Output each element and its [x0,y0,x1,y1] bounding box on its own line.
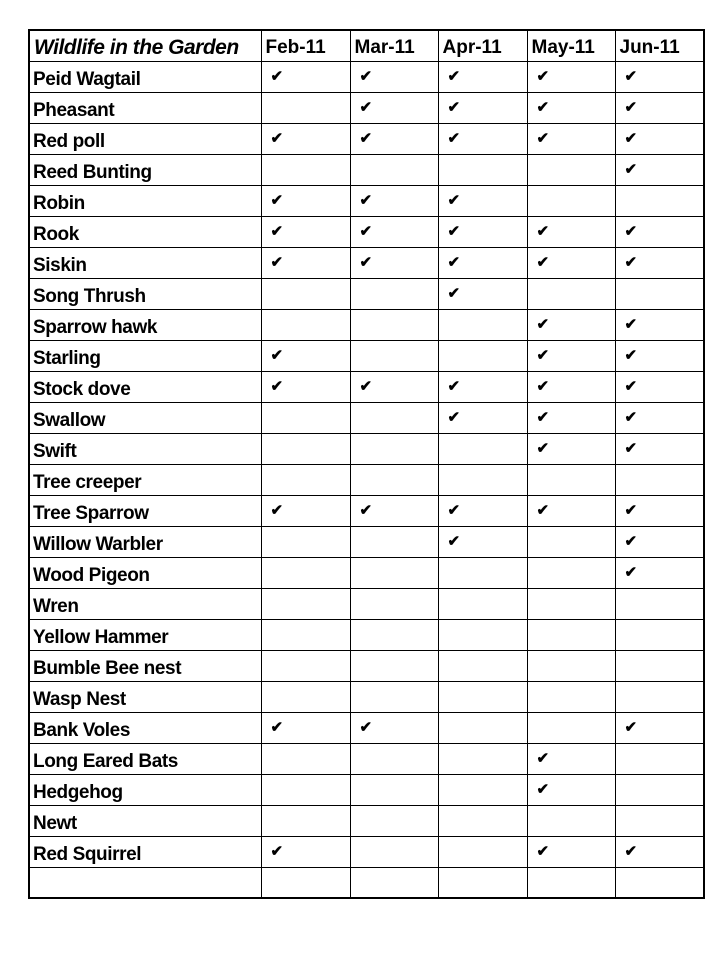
empty-cell [438,743,527,774]
empty-cell [261,681,350,712]
table-row [29,61,704,92]
empty-cell [438,867,527,898]
check-icon: ✔ [438,61,527,92]
species-name: Wasp Nest [29,681,261,712]
empty-cell [350,340,438,371]
empty-cell [261,402,350,433]
species-name: Stock dove [29,371,261,402]
species-name: Hedgehog [29,774,261,805]
check-icon: ✔ [615,495,704,526]
check-icon: ✔ [615,433,704,464]
empty-cell [527,805,615,836]
empty-cell [438,309,527,340]
species-name [29,867,261,898]
check-icon: ✔ [527,123,615,154]
table-row [29,743,704,774]
species-name: Pheasant [29,92,261,123]
table-row [29,123,704,154]
empty-cell [438,650,527,681]
check-icon: ✔ [527,216,615,247]
table-row [29,92,704,123]
check-icon: ✔ [527,495,615,526]
check-icon: ✔ [615,247,704,278]
table-row [29,216,704,247]
check-icon: ✔ [527,371,615,402]
species-name: Peid Wagtail [29,61,261,92]
check-icon: ✔ [261,247,350,278]
empty-cell [350,867,438,898]
check-icon: ✔ [527,340,615,371]
species-name: Swallow [29,402,261,433]
check-icon: ✔ [527,433,615,464]
check-icon: ✔ [615,712,704,743]
check-icon: ✔ [615,836,704,867]
empty-cell [615,185,704,216]
empty-cell [615,867,704,898]
empty-cell [261,92,350,123]
empty-cell [261,588,350,619]
check-icon: ✔ [350,61,438,92]
check-icon: ✔ [615,402,704,433]
table-row [29,340,704,371]
empty-cell [527,526,615,557]
table-row [29,247,704,278]
species-name: Wren [29,588,261,619]
empty-cell [261,526,350,557]
empty-cell [350,588,438,619]
check-icon: ✔ [615,154,704,185]
table-row [29,774,704,805]
check-icon: ✔ [350,495,438,526]
table-row [29,185,704,216]
empty-cell [350,526,438,557]
empty-cell [438,774,527,805]
table-row [29,154,704,185]
empty-cell [615,464,704,495]
empty-cell [438,836,527,867]
empty-cell [438,340,527,371]
check-icon: ✔ [438,247,527,278]
table-row [29,681,704,712]
check-icon: ✔ [615,526,704,557]
check-icon: ✔ [438,495,527,526]
empty-cell [350,464,438,495]
empty-cell [438,805,527,836]
check-icon: ✔ [438,123,527,154]
empty-cell [261,619,350,650]
check-icon: ✔ [615,309,704,340]
check-icon: ✔ [261,185,350,216]
check-icon: ✔ [350,371,438,402]
check-icon: ✔ [615,123,704,154]
check-icon: ✔ [350,123,438,154]
check-icon: ✔ [615,61,704,92]
check-icon: ✔ [350,247,438,278]
species-name: Rook [29,216,261,247]
check-icon: ✔ [261,371,350,402]
table-row [29,650,704,681]
table-row [29,371,704,402]
empty-cell [615,278,704,309]
empty-cell [261,867,350,898]
empty-cell [527,867,615,898]
table-row [29,526,704,557]
check-icon: ✔ [527,92,615,123]
empty-cell [527,681,615,712]
empty-cell [438,433,527,464]
column-header: Mar-11 [350,30,438,61]
check-icon: ✔ [438,185,527,216]
table-title: Wildlife in the Garden [29,30,261,61]
empty-cell [438,681,527,712]
species-name: Song Thrush [29,278,261,309]
empty-cell [350,836,438,867]
check-icon: ✔ [527,309,615,340]
empty-cell [527,185,615,216]
check-icon: ✔ [261,836,350,867]
species-name: Long Eared Bats [29,743,261,774]
empty-cell [261,154,350,185]
empty-cell [350,805,438,836]
check-icon: ✔ [527,836,615,867]
empty-cell [527,619,615,650]
check-icon: ✔ [615,557,704,588]
table-row [29,464,704,495]
empty-cell [350,619,438,650]
check-icon: ✔ [438,216,527,247]
empty-cell [527,712,615,743]
table-row [29,309,704,340]
empty-cell [527,464,615,495]
species-name: Yellow Hammer [29,619,261,650]
empty-cell [615,743,704,774]
species-name: Starling [29,340,261,371]
empty-cell [438,557,527,588]
column-header: May-11 [527,30,615,61]
empty-cell [527,278,615,309]
empty-cell [615,805,704,836]
empty-cell [615,650,704,681]
check-icon: ✔ [350,216,438,247]
empty-cell [527,557,615,588]
check-icon: ✔ [261,216,350,247]
table-row [29,278,704,309]
species-name: Bumble Bee nest [29,650,261,681]
check-icon: ✔ [261,61,350,92]
empty-cell [350,743,438,774]
check-icon: ✔ [350,712,438,743]
check-icon: ✔ [350,185,438,216]
check-icon: ✔ [438,402,527,433]
check-icon: ✔ [615,216,704,247]
empty-cell [261,309,350,340]
empty-cell [527,588,615,619]
check-icon: ✔ [615,371,704,402]
column-header: Apr-11 [438,30,527,61]
empty-cell [438,588,527,619]
species-name: Wood Pigeon [29,557,261,588]
table-row [29,557,704,588]
empty-cell [261,774,350,805]
empty-cell [527,650,615,681]
species-name: Swift [29,433,261,464]
check-icon: ✔ [438,371,527,402]
check-icon: ✔ [261,712,350,743]
empty-cell [261,743,350,774]
empty-cell [615,619,704,650]
check-icon: ✔ [615,340,704,371]
check-icon: ✔ [261,495,350,526]
species-name: Red Squirrel [29,836,261,867]
wildlife-table [28,29,705,899]
empty-cell [350,681,438,712]
species-name: Bank Voles [29,712,261,743]
empty-cell [438,712,527,743]
check-icon: ✔ [438,278,527,309]
species-name: Tree Sparrow [29,495,261,526]
table-row [29,836,704,867]
species-name: Siskin [29,247,261,278]
check-icon: ✔ [261,123,350,154]
empty-cell [615,774,704,805]
empty-cell [261,650,350,681]
table-row [29,495,704,526]
empty-cell [615,681,704,712]
empty-cell [438,619,527,650]
column-header: Jun-11 [615,30,704,61]
check-icon: ✔ [527,774,615,805]
check-icon: ✔ [527,247,615,278]
table-row [29,712,704,743]
empty-cell [438,464,527,495]
empty-cell [350,433,438,464]
header-row [29,30,704,61]
empty-cell [261,557,350,588]
empty-cell [350,557,438,588]
empty-cell [261,278,350,309]
check-icon: ✔ [527,743,615,774]
table-row [29,619,704,650]
species-name: Robin [29,185,261,216]
table-row [29,433,704,464]
species-name: Willow Warbler [29,526,261,557]
empty-cell [350,650,438,681]
check-icon: ✔ [438,526,527,557]
check-icon: ✔ [261,340,350,371]
check-icon: ✔ [438,92,527,123]
check-icon: ✔ [527,61,615,92]
check-icon: ✔ [350,92,438,123]
table-row [29,805,704,836]
species-name: Reed Bunting [29,154,261,185]
empty-cell [350,154,438,185]
table-row [29,588,704,619]
species-name: Red poll [29,123,261,154]
check-icon: ✔ [615,92,704,123]
table-row [29,402,704,433]
empty-cell [527,154,615,185]
empty-cell [350,309,438,340]
empty-cell [261,805,350,836]
species-name: Sparrow hawk [29,309,261,340]
check-icon: ✔ [527,402,615,433]
empty-cell [261,433,350,464]
species-name: Tree creeper [29,464,261,495]
species-name: Newt [29,805,261,836]
empty-cell [350,278,438,309]
column-header: Feb-11 [261,30,350,61]
empty-cell [350,402,438,433]
empty-cell [615,588,704,619]
empty-cell [350,774,438,805]
empty-cell [261,464,350,495]
empty-cell [438,154,527,185]
table-row [29,867,704,898]
